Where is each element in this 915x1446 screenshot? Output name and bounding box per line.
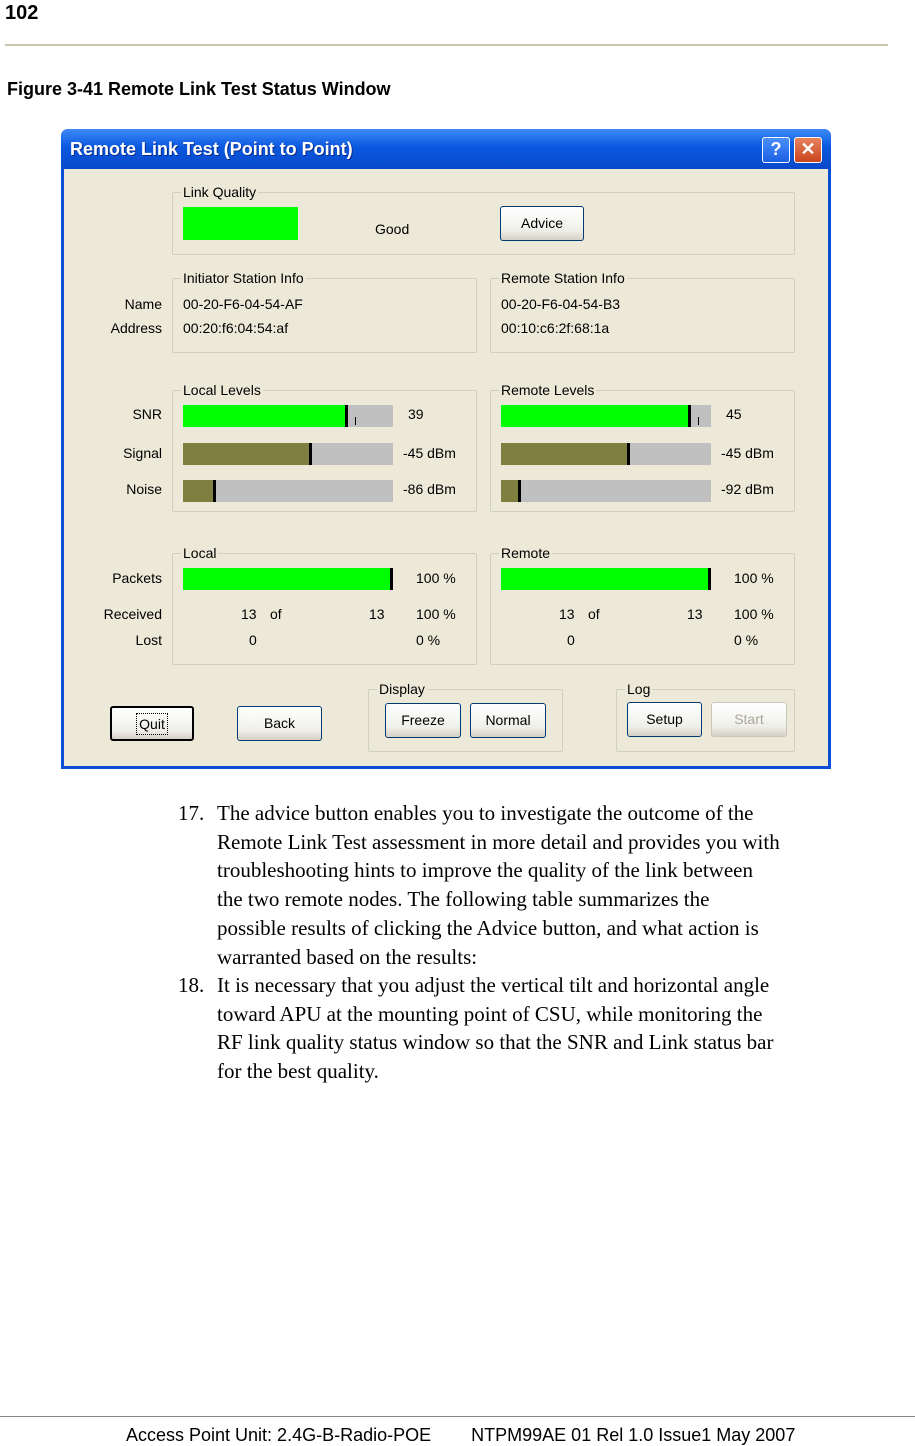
bar-fill bbox=[501, 405, 690, 427]
local-received-percent: 100 % bbox=[416, 606, 456, 622]
remote-noise-value: -92 dBm bbox=[721, 481, 774, 497]
local-noise-value: -86 dBm bbox=[403, 481, 456, 497]
dialog-client-area bbox=[64, 169, 828, 766]
start-button[interactable] bbox=[711, 702, 787, 737]
lost-label: Lost bbox=[135, 632, 162, 648]
header-rule bbox=[5, 44, 888, 46]
title-bar[interactable] bbox=[61, 129, 831, 169]
remote-received-count: 13 bbox=[559, 606, 575, 622]
advice-button[interactable] bbox=[500, 206, 584, 241]
step-18-number: 18. bbox=[178, 973, 205, 997]
remote-name: 00-20-F6-04-54-B3 bbox=[501, 296, 621, 312]
step-17-line: possible results of clicking the Advice button, and what action is bbox=[217, 915, 759, 940]
noise-label: Noise bbox=[126, 481, 162, 497]
close-button[interactable]: ✕ bbox=[794, 137, 822, 163]
step-18-text bbox=[217, 971, 898, 1086]
bar-level-marker bbox=[390, 568, 393, 590]
setup-button-label: Setup bbox=[646, 711, 683, 727]
local-packets-bar bbox=[183, 568, 393, 590]
step-17-line: Remote Link Test assessment in more detail and provides you with bbox=[217, 829, 780, 854]
local-noise-bar bbox=[183, 480, 393, 502]
window-title: Remote Link Test (Point to Point) bbox=[70, 139, 353, 159]
footer-left: Access Point Unit: 2.4G-B-Radio-POE bbox=[126, 1425, 432, 1445]
local-snr-value: 39 bbox=[408, 406, 424, 422]
remote-link-test-window bbox=[61, 129, 831, 769]
packets-label: Packets bbox=[112, 570, 162, 586]
bar-level-marker bbox=[213, 480, 216, 502]
local-received-count: 13 bbox=[241, 606, 257, 622]
bar-fill bbox=[183, 568, 393, 590]
step-17-line: the two remote nodes. The following table summarizes the bbox=[217, 887, 710, 912]
step-17-line: The advice button enables you to investigate the outcome of the bbox=[217, 801, 754, 825]
name-label: Name bbox=[124, 296, 162, 312]
bar-level-marker bbox=[688, 405, 691, 427]
footer-rule bbox=[0, 1416, 915, 1417]
local-signal-value: -45 dBm bbox=[403, 445, 456, 461]
link-quality-indicator bbox=[183, 207, 298, 240]
remote-address: 00:10:c6:2f:68:1a bbox=[501, 320, 610, 336]
local-packets-percent: 100 % bbox=[416, 570, 456, 586]
bar-level-marker bbox=[627, 443, 630, 465]
bar-fill bbox=[183, 405, 347, 427]
local-levels-title: Local Levels bbox=[183, 382, 261, 398]
initiator-address: 00:20:f6:04:54:af bbox=[183, 320, 289, 336]
step-17 bbox=[178, 799, 898, 971]
bar-fill bbox=[501, 443, 629, 465]
initiator-station-group bbox=[172, 270, 477, 353]
remote-packets-title: Remote bbox=[501, 545, 551, 561]
page-footer bbox=[126, 1425, 795, 1446]
figure-caption: Figure 3-41 Remote Link Test Status Window bbox=[7, 79, 391, 99]
remote-signal-bar bbox=[501, 443, 711, 465]
remote-noise-bar bbox=[501, 480, 711, 502]
local-of-label: of bbox=[270, 606, 282, 622]
step-18-line: for the best quality. bbox=[217, 1059, 379, 1084]
step-18-line: RF link quality status window so that the SNR and Link status bar bbox=[217, 1030, 774, 1055]
remote-lost-count: 0 bbox=[567, 632, 575, 648]
remote-total-count: 13 bbox=[687, 606, 703, 622]
back-button-label: Back bbox=[263, 715, 296, 731]
bar-level-marker bbox=[518, 480, 521, 502]
local-snr-bar bbox=[183, 405, 393, 427]
normal-button-label: Normal bbox=[485, 712, 531, 728]
step-17-text bbox=[217, 799, 898, 971]
address-label: Address bbox=[110, 320, 162, 336]
remote-station-group bbox=[490, 270, 795, 353]
normal-button[interactable] bbox=[470, 703, 546, 738]
back-button[interactable] bbox=[237, 706, 322, 741]
step-18 bbox=[178, 971, 898, 1086]
freeze-button[interactable] bbox=[385, 703, 461, 738]
step-18-line: It is necessary that you adjust the vertical tilt and horizontal angle bbox=[217, 973, 770, 997]
local-lost-percent: 0 % bbox=[416, 632, 441, 648]
initiator-station-title: Initiator Station Info bbox=[183, 270, 304, 286]
quit-button-label: Quit bbox=[139, 716, 165, 732]
bar-peak-marker bbox=[355, 417, 356, 425]
remote-packets-percent: 100 % bbox=[734, 570, 774, 586]
local-total-count: 13 bbox=[369, 606, 385, 622]
step-18-line: toward APU at the mounting point of CSU, while monitoring the bbox=[217, 1001, 763, 1026]
remote-snr-value: 45 bbox=[726, 406, 742, 422]
bar-level-marker bbox=[708, 568, 711, 590]
bar-level-marker bbox=[345, 405, 348, 427]
bar-level-marker bbox=[309, 443, 312, 465]
help-button[interactable]: ? bbox=[762, 137, 790, 163]
local-signal-bar bbox=[183, 443, 393, 465]
remote-signal-value: -45 dBm bbox=[721, 445, 774, 461]
bar-fill bbox=[183, 480, 215, 502]
remote-snr-bar bbox=[501, 405, 711, 427]
remote-levels-title: Remote Levels bbox=[501, 382, 595, 398]
step-17-line: warranted based on the results: bbox=[217, 944, 478, 969]
signal-label: Signal bbox=[123, 445, 162, 461]
freeze-button-label: Freeze bbox=[401, 712, 445, 728]
quit-button[interactable] bbox=[110, 706, 194, 741]
advice-button-label: Advice bbox=[520, 215, 564, 231]
link-quality-title: Link Quality bbox=[183, 184, 257, 200]
start-button-label: Start bbox=[734, 711, 764, 727]
bar-peak-marker bbox=[698, 417, 699, 425]
initiator-name: 00-20-F6-04-54-AF bbox=[183, 296, 303, 312]
snr-label: SNR bbox=[132, 406, 162, 422]
remote-packets-bar bbox=[501, 568, 711, 590]
remote-of-label: of bbox=[588, 606, 600, 622]
log-title: Log bbox=[627, 681, 651, 697]
local-lost-count: 0 bbox=[249, 632, 257, 648]
step-17-line: troubleshooting hints to improve the quality of the link between bbox=[217, 858, 753, 883]
setup-button[interactable] bbox=[627, 702, 702, 737]
received-label: Received bbox=[103, 606, 162, 622]
remote-station-title: Remote Station Info bbox=[501, 270, 625, 286]
remote-received-percent: 100 % bbox=[734, 606, 774, 622]
bar-fill bbox=[501, 568, 711, 590]
footer-right: NTPM99AE 01 Rel 1.0 Issue1 May 2007 bbox=[471, 1425, 796, 1445]
local-packets-title: Local bbox=[183, 545, 217, 561]
step-17-number: 17. bbox=[178, 801, 205, 825]
remote-lost-percent: 0 % bbox=[734, 632, 759, 648]
link-quality-status: Good bbox=[375, 221, 410, 237]
page-number: 102 bbox=[5, 2, 39, 24]
bar-fill bbox=[183, 443, 311, 465]
display-title: Display bbox=[379, 681, 425, 697]
